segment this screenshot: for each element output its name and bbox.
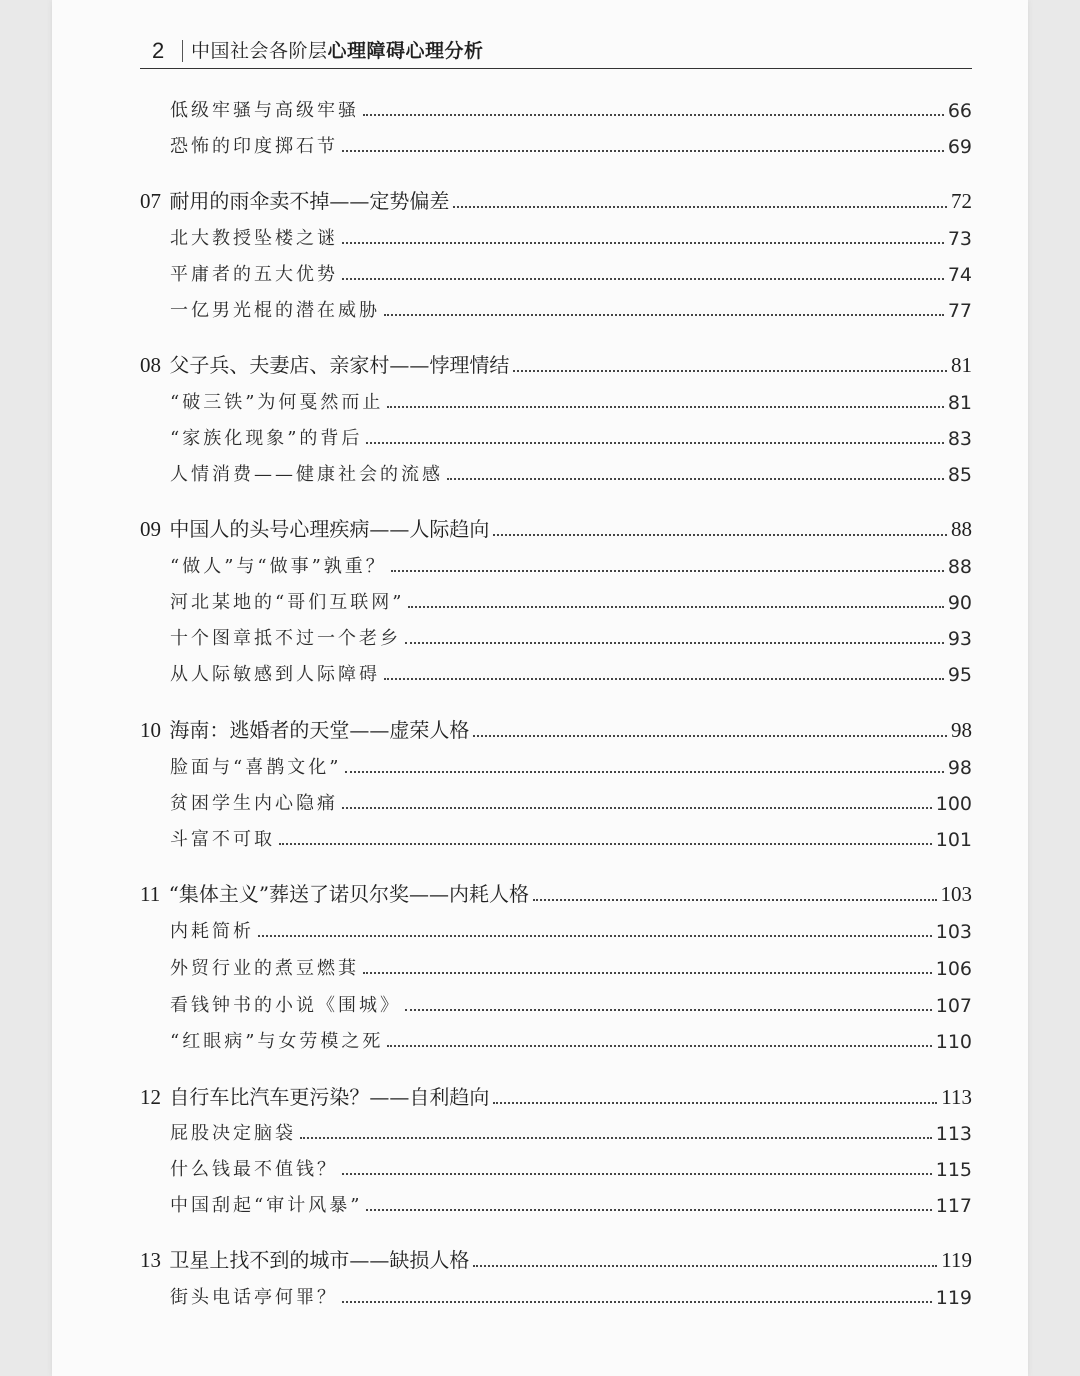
- toc-section-entry: [140, 1023, 972, 1053]
- toc-entry-title: [140, 1244, 469, 1273]
- chapter-number: 09: [140, 517, 161, 541]
- dot-leader: [342, 1172, 932, 1175]
- toc-page-number: 107: [935, 995, 972, 1017]
- toc-page-number: 95: [947, 664, 972, 686]
- toc-page-number: 83: [947, 428, 972, 450]
- toc-entry-title: 人情消费——健康社会的流感: [170, 464, 443, 485]
- toc-page-number: 117: [935, 1195, 972, 1217]
- dot-leader: [384, 677, 944, 680]
- toc-page-number: 103: [935, 921, 972, 943]
- dot-leader: [387, 1044, 931, 1047]
- toc-section-entry: [140, 913, 972, 943]
- toc-entry-title: 北大教授坠楼之谜: [170, 228, 338, 249]
- dot-leader: [453, 205, 947, 208]
- toc-section-entry: [140, 92, 972, 122]
- chapter-number: 10: [140, 718, 161, 742]
- chapter-number: 07: [140, 189, 161, 213]
- toc-entry-title: 屁股决定脑袋: [170, 1123, 296, 1144]
- toc-entry-title: 恐怖的印度掷石节: [170, 136, 338, 157]
- toc-entry-title: 贫困学生内心隐痛: [170, 793, 338, 814]
- dot-leader: [493, 533, 947, 536]
- toc-page-number: 90: [947, 592, 972, 614]
- toc-section-entry: [140, 220, 972, 250]
- toc-entry-title: 一亿男光棍的潜在威胁: [170, 300, 380, 321]
- dot-leader: [279, 842, 932, 845]
- toc-page-number: 100: [935, 793, 972, 815]
- toc-page-number: 93: [947, 628, 972, 650]
- toc-page-number: 119: [941, 1248, 972, 1272]
- book-title-regular: 中国社会各阶层: [191, 40, 328, 62]
- dot-leader: [405, 641, 944, 644]
- toc-entry-title: [140, 513, 489, 542]
- dot-leader: [345, 770, 943, 773]
- toc-section-entry: [140, 821, 972, 851]
- toc-section-entry: [140, 987, 972, 1017]
- toc-section-entry: [140, 1187, 972, 1217]
- toc-section-entry: [140, 256, 972, 286]
- toc-page-number: 106: [935, 958, 972, 980]
- dot-leader: [363, 113, 944, 116]
- toc-section-entry: [140, 456, 972, 486]
- toc-chapter-entry: [140, 713, 972, 743]
- toc-page-number: 113: [941, 1085, 972, 1109]
- toc-page-number: 88: [947, 556, 972, 578]
- chapter-title: 耐用的雨伞卖不掉——定势偏差: [169, 189, 450, 213]
- toc-chapter-entry: [140, 1243, 972, 1273]
- toc-chapter-entry: [140, 184, 972, 214]
- chapter-number: 08: [140, 353, 161, 377]
- toc-page-number: 115: [935, 1159, 972, 1181]
- dot-leader: [342, 149, 944, 152]
- chapter-title: 自行车比汽车更污染？——自利趋向: [169, 1085, 490, 1109]
- toc-entry-title: 外贸行业的煮豆燃萁: [170, 958, 359, 979]
- toc-page-number: 77: [947, 300, 972, 322]
- toc-entry-title: 从人际敏感到人际障碍: [170, 664, 380, 685]
- toc-entry-title: 中国刮起“审计风暴”: [170, 1195, 363, 1216]
- dot-leader: [300, 1136, 932, 1139]
- chapter-title: 父子兵、夫妻店、亲家村——悖理情结: [169, 353, 510, 377]
- toc-entry-title: [140, 185, 449, 214]
- toc-page-number: 85: [947, 464, 972, 486]
- dot-leader: [366, 1208, 931, 1211]
- toc-page-number: 73: [947, 228, 972, 250]
- toc-chapter-entry: [140, 512, 972, 542]
- toc-page-number: 88: [951, 517, 972, 541]
- toc-section-entry: [140, 656, 972, 686]
- toc-page-number: 81: [947, 392, 972, 414]
- toc-entry-title: 河北某地的“哥们互联网”: [170, 592, 405, 613]
- chapter-title: 海南：逃婚者的天堂——虚荣人格: [169, 718, 470, 742]
- toc-section-entry: [140, 1279, 972, 1309]
- dot-leader: [363, 971, 932, 974]
- toc-entry-title: [140, 878, 529, 907]
- chapter-title: “集体主义”葬送了诺贝尔奖——内耗人格: [168, 882, 530, 906]
- chapter-number: 11: [140, 882, 161, 906]
- toc-page-number: 81: [951, 353, 972, 377]
- dot-leader: [342, 241, 944, 244]
- toc-entry-title: 内耗简析: [170, 921, 254, 942]
- book-title-bold: 心理障碍心理分析: [327, 40, 484, 62]
- toc-entry-title: 看钱钟书的小说《围城》: [170, 995, 401, 1016]
- dot-leader: [342, 277, 944, 280]
- dot-leader: [447, 477, 944, 480]
- toc-section-entry: [140, 384, 972, 414]
- toc-section-entry: [140, 1115, 972, 1145]
- toc-chapter-entry: [140, 348, 972, 378]
- dot-leader: [408, 605, 943, 608]
- toc-section-entry: [140, 785, 972, 815]
- toc-entry-title: 街头电话亭何罪？: [170, 1287, 338, 1308]
- toc-page-number: 110: [935, 1031, 972, 1053]
- toc-page-number: 69: [947, 136, 972, 158]
- dot-leader: [366, 441, 943, 444]
- toc-page-number: 66: [947, 100, 972, 122]
- toc-page-number: 98: [951, 718, 972, 742]
- toc-page-number: 98: [947, 757, 972, 779]
- dot-leader: [533, 898, 936, 901]
- dot-leader: [493, 1101, 937, 1104]
- toc-page-number: 103: [940, 882, 972, 906]
- toc-entry-title: 什么钱最不值钱？: [170, 1159, 338, 1180]
- toc-entry-title: [140, 349, 509, 378]
- dot-leader: [342, 1300, 932, 1303]
- dot-leader: [387, 405, 943, 408]
- chapter-number: 13: [140, 1248, 161, 1272]
- dot-leader: [473, 734, 947, 737]
- toc-entry-title: 斗富不可取: [170, 829, 275, 850]
- toc-entry-title: “红眼病”与女劳模之死: [170, 1031, 384, 1052]
- book-page: [52, 0, 1028, 1376]
- toc-entry-title: 脸面与“喜鹊文化”: [170, 757, 342, 778]
- toc-section-entry: [140, 620, 972, 650]
- dot-leader: [342, 806, 932, 809]
- toc-page-number: 101: [935, 829, 972, 851]
- table-of-contents: [52, 0, 1028, 1376]
- toc-entry-title: “家族化现象”的背后: [170, 428, 363, 449]
- toc-entry-title: 平庸者的五大优势: [170, 264, 338, 285]
- chapter-title: 卫星上找不到的城市——缺损人格: [169, 1248, 470, 1272]
- dot-leader: [513, 369, 947, 372]
- toc-chapter-entry: [140, 877, 972, 907]
- dot-leader: [258, 934, 932, 937]
- toc-section-entry: [140, 749, 972, 779]
- toc-section-entry: [140, 548, 972, 578]
- toc-entry-title: “做人”与“做事”孰重？: [170, 556, 387, 577]
- toc-chapter-entry: [140, 1080, 972, 1110]
- dot-leader: [405, 1008, 932, 1011]
- toc-entry-title: 低级牢骚与高级牢骚: [170, 100, 359, 121]
- toc-page-number: 74: [947, 264, 972, 286]
- dot-leader: [391, 569, 944, 572]
- toc-section-entry: [140, 584, 972, 614]
- dot-leader: [384, 313, 944, 316]
- toc-page-number: 119: [935, 1287, 972, 1309]
- dot-leader: [473, 1264, 937, 1267]
- toc-section-entry: [140, 292, 972, 322]
- toc-entry-title: 十个图章抵不过一个老乡: [170, 628, 401, 649]
- page-number: 2: [152, 38, 165, 63]
- toc-page-number: 113: [935, 1123, 972, 1145]
- toc-entry-title: [140, 1081, 489, 1110]
- toc-entry-title: “破三铁”为何戛然而止: [170, 392, 384, 413]
- toc-section-entry: [140, 950, 972, 980]
- toc-section-entry: [140, 1151, 972, 1181]
- toc-entry-title: [140, 714, 469, 743]
- chapter-title: 中国人的头号心理疾病——人际趋向: [169, 517, 490, 541]
- toc-section-entry: [140, 128, 972, 158]
- chapter-number: 12: [140, 1085, 161, 1109]
- toc-section-entry: [140, 420, 972, 450]
- toc-page-number: 72: [951, 189, 972, 213]
